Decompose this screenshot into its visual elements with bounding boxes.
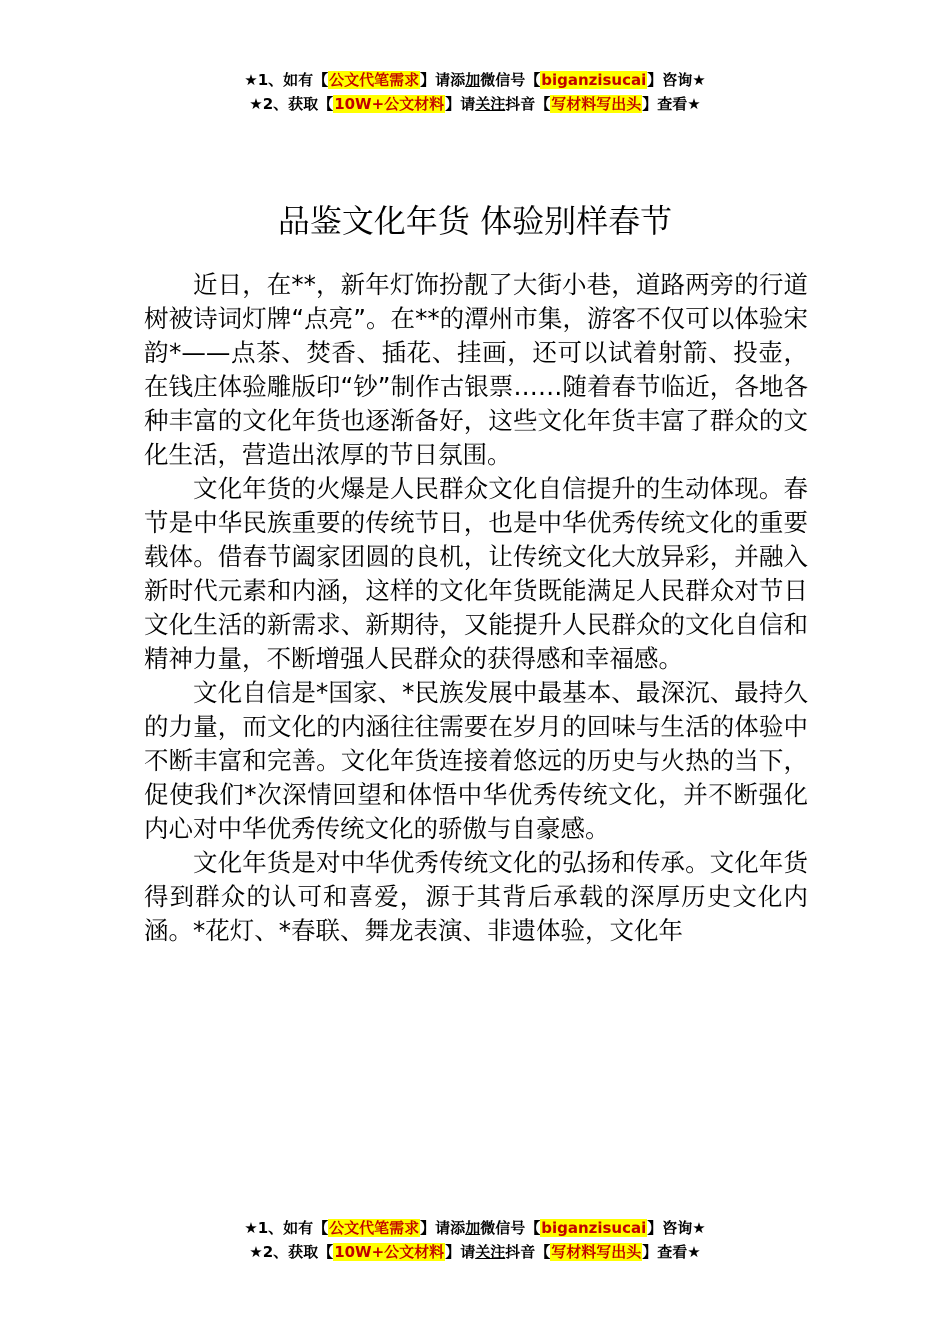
- promo-text: 抖音【: [505, 95, 551, 113]
- promo-text: ★1、如有【: [244, 71, 329, 89]
- promo-emphasis: 加: [465, 1219, 481, 1237]
- promo-banner-bottom: [0, 1216, 950, 1264]
- promo-text: 】咨询★: [647, 1219, 706, 1237]
- promo-emphasis: 加: [465, 71, 481, 89]
- promo-line-2: [0, 92, 950, 116]
- promo-text: ★1、如有【: [244, 1219, 329, 1237]
- promo-highlight: biganzisucai: [541, 1219, 647, 1237]
- promo-highlight: 写材料写出头: [551, 95, 642, 113]
- promo-line-2: [0, 1240, 950, 1264]
- promo-text: 】请添: [420, 1219, 466, 1237]
- paragraph-1: 近日，在**，新年灯饰扮靓了大街小巷，道路两旁的行道树被诗词灯牌“点亮”。在**的潭州市集，游客不仅可以体验宋韵*——点茶、焚香、插花、挂画，还可以试着射箭、投壶，在钱庄体验雕版印“钞”制作古银票……随着春节临近，各地各种丰富的文化年货也逐渐备好，这些文化年货丰富了群众的文化生活，营造出浓厚的节日氛围。: [144, 270, 808, 469]
- promo-emphasis: 关注: [475, 95, 506, 113]
- promo-text: 】请: [445, 95, 476, 113]
- document-body: [144, 268, 808, 948]
- promo-banner-top: [0, 68, 950, 116]
- promo-highlight: biganzisucai: [541, 71, 647, 89]
- promo-highlight: 10W+公文材料: [334, 1243, 445, 1261]
- paragraph-4: 文化年货是对中华优秀传统文化的弘扬和传承。文化年货得到群众的认可和喜爱，源于其背后承载的深厚历史文化内涵。*花灯、*春联、舞龙表演、非遗体验，文化年: [144, 848, 808, 945]
- paragraph-2: 文化年货的火爆是人民群众文化自信提升的生动体现。春节是中华民族重要的传统节日，也是中华优秀传统文化的重要载体。借春节阖家团圆的良机，让传统文化大放异彩，并融入新时代元素和内涵，这样的文化年货既能满足人民群众对节日文化生活的新需求、新期待，又能提升人民群众的文化自信和精神力量，不断增强人民群众的获得感和幸福感。: [144, 474, 808, 673]
- promo-text: 抖音【: [505, 1243, 551, 1261]
- promo-text: ★2、获取【: [249, 95, 334, 113]
- promo-highlight: 写材料写出头: [551, 1243, 642, 1261]
- promo-emphasis: 关注: [475, 1243, 506, 1261]
- promo-text: 微信号【: [480, 1219, 541, 1237]
- paragraph-3: 文化自信是*国家、*民族发展中最基本、最深沉、最持久的力量，而文化的内涵往往需要在岁月的回味与生活的体验中不断丰富和完善。文化年货连接着悠远的历史与火热的当下，促使我们*次深情回望和体悟中华优秀传统文化，并不断强化内心对中华优秀传统文化的骄傲与自豪感。: [144, 678, 808, 843]
- promo-highlight: 10W+公文材料: [334, 95, 445, 113]
- promo-text: 】请添: [420, 71, 466, 89]
- promo-highlight: 公文代笔需求: [329, 1219, 420, 1237]
- promo-text: 】请: [445, 1243, 476, 1261]
- document-title: 品鉴文化年货 体验别样春节: [277, 202, 673, 241]
- promo-highlight: 公文代笔需求: [329, 71, 420, 89]
- promo-text: 】咨询★: [647, 71, 706, 89]
- promo-line-1: [0, 68, 950, 92]
- promo-line-1: [0, 1216, 950, 1240]
- promo-text: 】查看★: [642, 95, 701, 113]
- promo-text: 】查看★: [642, 1243, 701, 1261]
- promo-text: 微信号【: [480, 71, 541, 89]
- promo-text: ★2、获取【: [249, 1243, 334, 1261]
